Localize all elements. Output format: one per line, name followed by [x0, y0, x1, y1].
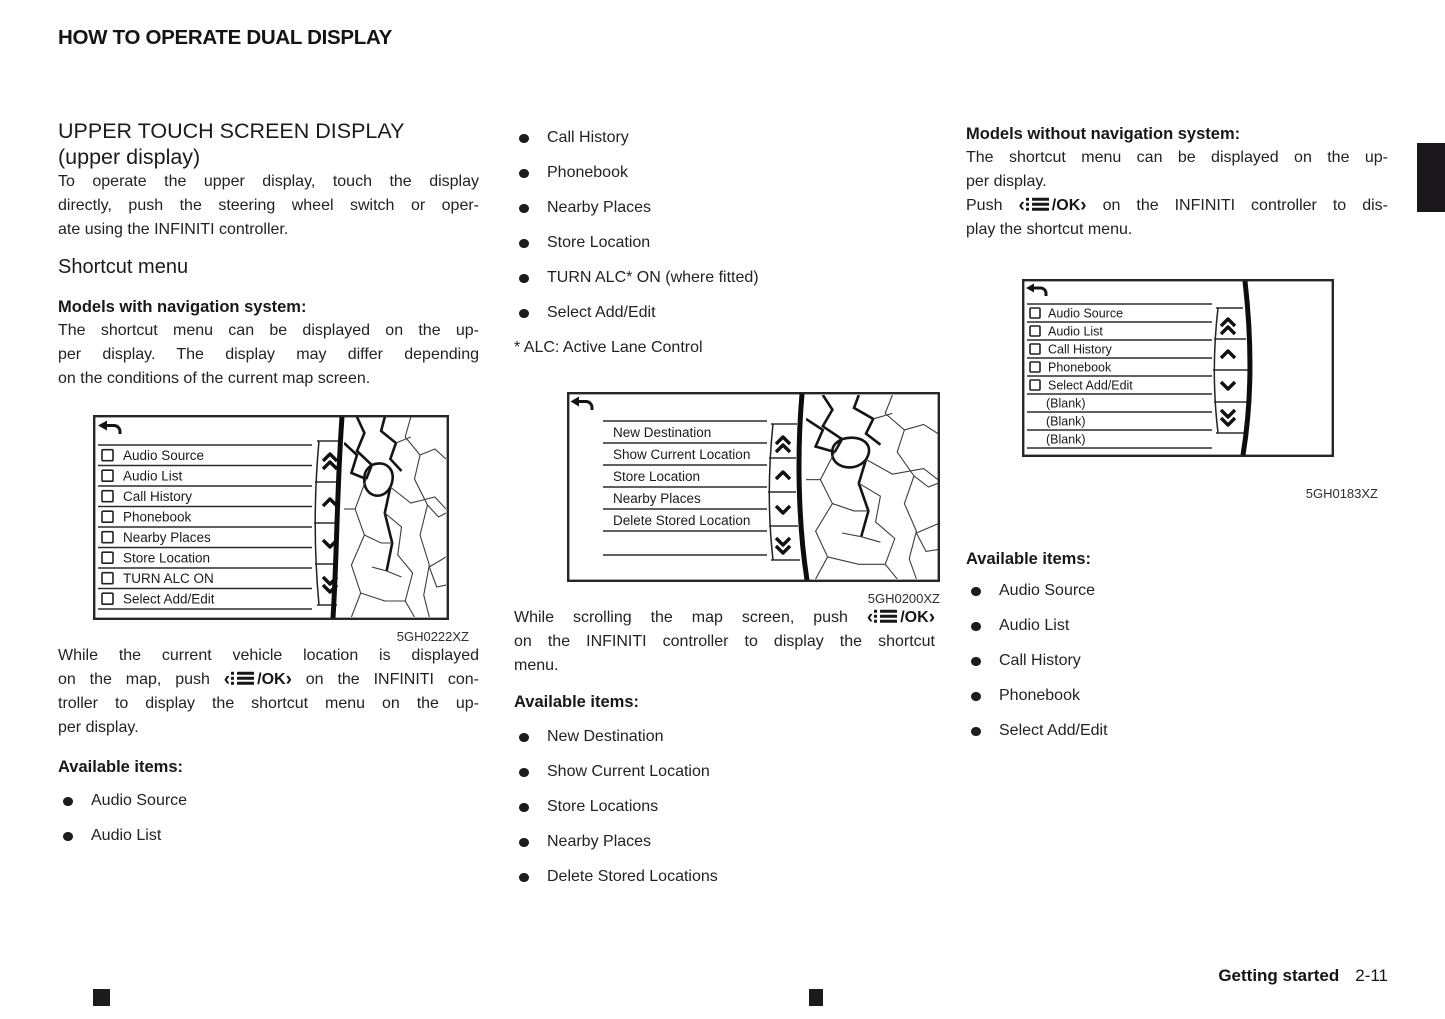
- list-item: Select Add/Edit: [966, 719, 1388, 743]
- list-item: Select Add/Edit: [514, 301, 935, 325]
- list-menu-icon: [231, 671, 255, 686]
- figure-menu-item-label: New Destination: [613, 425, 712, 440]
- column-middle: [514, 0, 940, 900]
- footer-page-number: 2-11: [1355, 966, 1388, 985]
- text-segment: on the INFINITI controller to dis-: [1102, 197, 1388, 214]
- figure-menu-item-label: (Blank): [1046, 396, 1086, 411]
- screen-illustration: [1022, 279, 1334, 457]
- push-controller-paragraph: [514, 606, 935, 678]
- available-items-list: [58, 789, 479, 848]
- ok-label: /OK: [257, 671, 286, 688]
- text-segment: While scrolling the map screen, push: [514, 609, 848, 626]
- figure-menu-item-label: Select Add/Edit: [1048, 378, 1133, 393]
- available-items-list: [966, 579, 1388, 743]
- text-line: [514, 606, 935, 630]
- footer-section-label: Getting started: [1218, 966, 1340, 985]
- shortcut-items-list: [514, 126, 935, 325]
- figure-menu-item-label: Select Add/Edit: [123, 591, 215, 607]
- menu-ok-button-glyph: [867, 606, 935, 630]
- with-nav-paragraph: [58, 319, 479, 391]
- available-items-list: [514, 725, 935, 889]
- figure-menu-item-label: Call History: [1048, 342, 1112, 357]
- intro-paragraph: [966, 146, 1388, 194]
- figure-menu-item-label: Delete Stored Location: [613, 513, 751, 528]
- figure-menu-item-label: Store Location: [613, 469, 701, 484]
- list-item: Call History: [514, 126, 935, 150]
- list-item: TURN ALC* ON (where fitted): [514, 266, 935, 290]
- page-title: HOW TO OPERATE DUAL DISPLAY: [58, 26, 392, 49]
- text-line: The shortcut menu can be displayed on the up-: [58, 322, 479, 339]
- menu-ok-button-glyph: [1018, 194, 1086, 218]
- figure-menu-item-label: Audio List: [1048, 324, 1103, 339]
- figure-caption: 5GH0183XZ: [1305, 486, 1378, 501]
- models-without-nav-heading: Models without navigation system:: [966, 125, 1241, 143]
- text-line: To operate the upper display, touch the display: [58, 173, 479, 190]
- list-menu-icon: [874, 609, 898, 624]
- list-item: Audio Source: [58, 789, 479, 813]
- text-line: per display.: [58, 719, 139, 736]
- section-title-line: (upper display): [58, 145, 201, 169]
- figure-menu-item-label: Phonebook: [123, 509, 192, 525]
- list-item: Phonebook: [966, 684, 1388, 708]
- figure-menu-item-label: TURN ALC ON: [123, 571, 214, 586]
- text-line: The shortcut menu can be displayed on the up-: [966, 149, 1388, 166]
- ok-label: /OK: [1051, 197, 1081, 214]
- text-line: per display.: [966, 173, 1047, 190]
- text-segment: Push: [966, 197, 1003, 214]
- available-items-heading: Available items:: [58, 758, 184, 776]
- list-item: Show Current Location: [514, 760, 935, 784]
- figure-shortcut-menu-no-nav: [1022, 279, 1388, 501]
- right-angle-glyph: ›: [1080, 195, 1087, 216]
- figure-menu-item-label: Nearby Places: [123, 530, 211, 545]
- figure-caption: 5GH0222XZ: [396, 629, 469, 644]
- list-item: Nearby Places: [514, 830, 935, 854]
- figure-menu-item-label: (Blank): [1046, 414, 1086, 429]
- figure-scroll-shortcut-menu: [567, 392, 940, 606]
- column-left: [58, 0, 479, 859]
- list-item: Phonebook: [514, 161, 935, 185]
- text-line: on the conditions of the current map screen.: [58, 370, 371, 387]
- right-angle-glyph: ›: [285, 669, 292, 690]
- column-right: [966, 0, 1388, 754]
- models-with-nav-heading: Models with navigation system:: [58, 298, 307, 316]
- shortcut-menu-heading: Shortcut menu: [58, 256, 189, 278]
- list-menu-icon: [1026, 197, 1050, 212]
- text-line: ate using the INFINITI controller.: [58, 221, 289, 238]
- section-title-line: UPPER TOUCH SCREEN DISPLAY: [58, 119, 405, 143]
- screen-illustration: [567, 392, 940, 582]
- right-angle-glyph: ›: [928, 607, 936, 628]
- list-item: Nearby Places: [514, 196, 935, 220]
- text-line: on the INFINITI controller to display the shortcut: [514, 633, 935, 650]
- figure-shortcut-menu-nav-map: [93, 415, 479, 644]
- list-item: Audio List: [966, 614, 1388, 638]
- push-controller-paragraph: [58, 644, 479, 740]
- text-line: play the shortcut menu.: [966, 221, 1133, 238]
- figure-menu-item-label: Call History: [123, 489, 193, 504]
- list-item: New Destination: [514, 725, 935, 749]
- figure-menu-item-label: Show Current Location: [613, 447, 751, 462]
- figure-menu-item-label: (Blank): [1046, 432, 1086, 447]
- alc-footnote: * ALC: Active Lane Control: [514, 339, 703, 356]
- text-line: directly, push the steering wheel switch or oper-: [58, 197, 479, 214]
- chapter-tab-marker: [1417, 143, 1445, 212]
- page-footer: [1218, 966, 1388, 986]
- list-item: Audio Source: [966, 579, 1388, 603]
- figure-menu-item-label: Nearby Places: [613, 491, 701, 506]
- text-line: [966, 194, 1388, 218]
- screen-illustration: [93, 415, 449, 620]
- left-angle-glyph: ‹: [223, 669, 231, 690]
- list-item: Delete Stored Locations: [514, 865, 935, 889]
- figure-caption: 5GH0200XZ: [867, 591, 940, 606]
- push-controller-paragraph: [966, 194, 1388, 242]
- text-line: [58, 668, 479, 692]
- text-segment: on the map, push: [58, 671, 210, 688]
- figure-menu-item-label: Phonebook: [1048, 360, 1112, 375]
- text-line: While the current vehicle location is displayed: [58, 647, 479, 664]
- section-title: [58, 118, 479, 170]
- list-item: Store Locations: [514, 795, 935, 819]
- available-items-heading: Available items:: [966, 550, 1092, 568]
- text-line: troller to display the shortcut menu on the up-: [58, 695, 479, 712]
- print-registration-mark: [809, 989, 823, 1006]
- intro-paragraph: [58, 170, 479, 242]
- left-angle-glyph: ‹: [1018, 195, 1025, 216]
- menu-ok-button-glyph: [224, 668, 292, 692]
- list-item: Call History: [966, 649, 1388, 673]
- list-item: Store Location: [514, 231, 935, 255]
- figure-menu-item-label: Store Location: [123, 550, 211, 566]
- figure-menu-item-label: Audio List: [123, 468, 183, 484]
- text-segment: on the INFINITI con-: [305, 671, 479, 688]
- figure-menu-item-label: Audio Source: [123, 448, 205, 463]
- list-item: Audio List: [58, 824, 479, 848]
- text-line: per display. The display may differ depending: [58, 346, 479, 363]
- ok-label: /OK: [900, 609, 929, 626]
- text-line: menu.: [514, 657, 559, 674]
- available-items-heading: Available items:: [514, 693, 640, 711]
- print-registration-mark: [93, 989, 110, 1006]
- figure-menu-item-label: Audio Source: [1048, 306, 1124, 321]
- left-angle-glyph: ‹: [866, 607, 874, 628]
